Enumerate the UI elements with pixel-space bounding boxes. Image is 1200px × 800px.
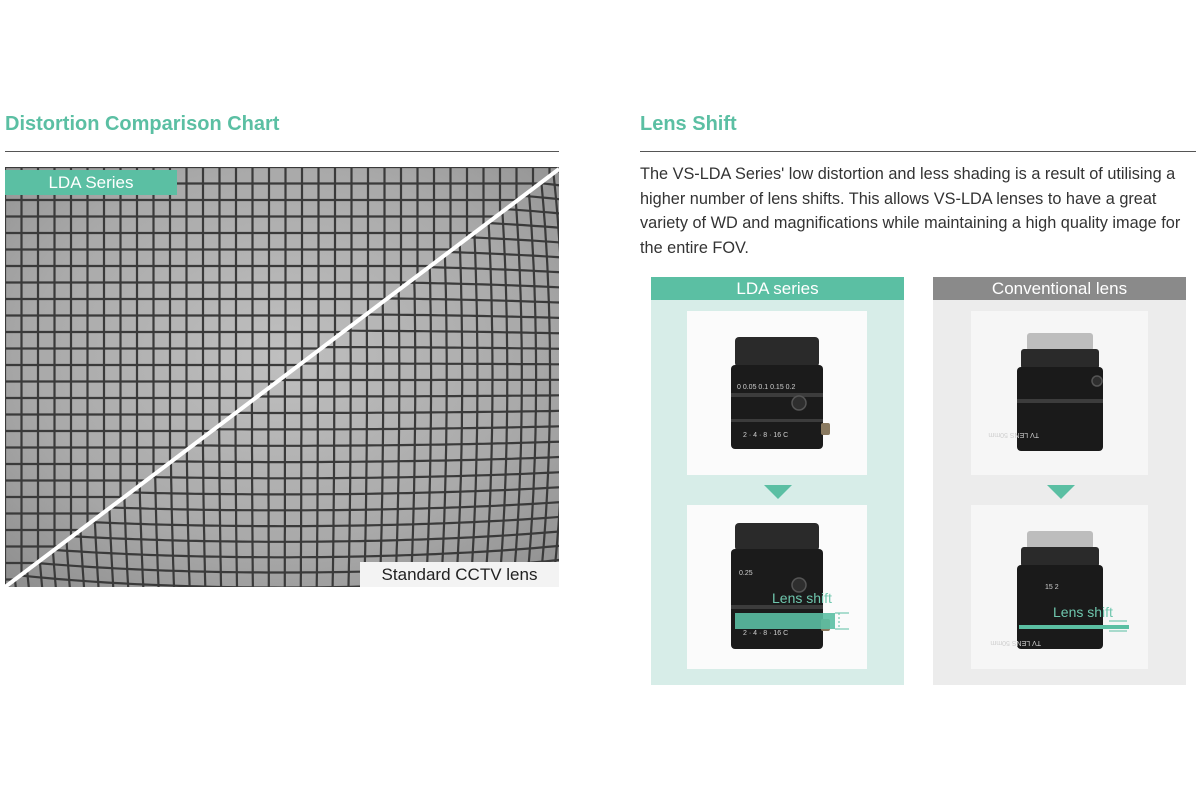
- conventional-lens-photo-after: [971, 505, 1148, 669]
- conv-lens-scale-text: 15 2: [1045, 584, 1059, 591]
- lens-shift-description: The VS-LDA Series' low distortion and less shading is a result of utilising a higher number of lens shifts. This allows VS-LDA lenses to have a great variety of WD and magnifications while maintaining a high quality image for the entire FOV.: [640, 165, 1181, 257]
- lda-lens-photo-after: [687, 505, 867, 669]
- down-triangle-icon: [1047, 485, 1075, 499]
- title-divider-left: [5, 151, 559, 152]
- lda-fstop-scale-text: 2 · 4 · 8 · 16 C: [743, 432, 789, 439]
- down-triangle-icon: [764, 485, 792, 499]
- conv-lens-engraving-text: TV LENS 50mm: [988, 431, 1039, 438]
- conv-lens-engraving-text-after: TV LENS 50mm: [990, 639, 1041, 646]
- lda-lens-photo-before: [687, 311, 867, 475]
- conventional-lens-header: Conventional lens: [933, 277, 1186, 300]
- conv-lens-shift-label: Lens shift: [1053, 604, 1113, 620]
- distortion-grid-graphic: [5, 167, 559, 587]
- lda-fstop-scale-text-after: 2 · 4 · 8 · 16 C: [743, 630, 789, 637]
- lda-distance-scale-text: 0 0.05 0.1 0.15 0.2: [737, 384, 796, 391]
- lda-distance-mark-text: 0.25: [739, 570, 753, 577]
- title-divider-right: [640, 151, 1196, 152]
- lens-shift-title: Lens Shift: [640, 113, 737, 135]
- lda-series-tag: LDA Series: [5, 170, 177, 195]
- distortion-chart-title: Distortion Comparison Chart: [5, 113, 280, 135]
- lda-series-header: LDA series: [651, 277, 904, 300]
- conventional-lens-photo-before: [971, 311, 1148, 475]
- distortion-comparison-image: [5, 167, 559, 587]
- standard-cctv-tag: Standard CCTV lens: [360, 562, 559, 587]
- lda-lens-shift-label: Lens shift: [772, 590, 832, 606]
